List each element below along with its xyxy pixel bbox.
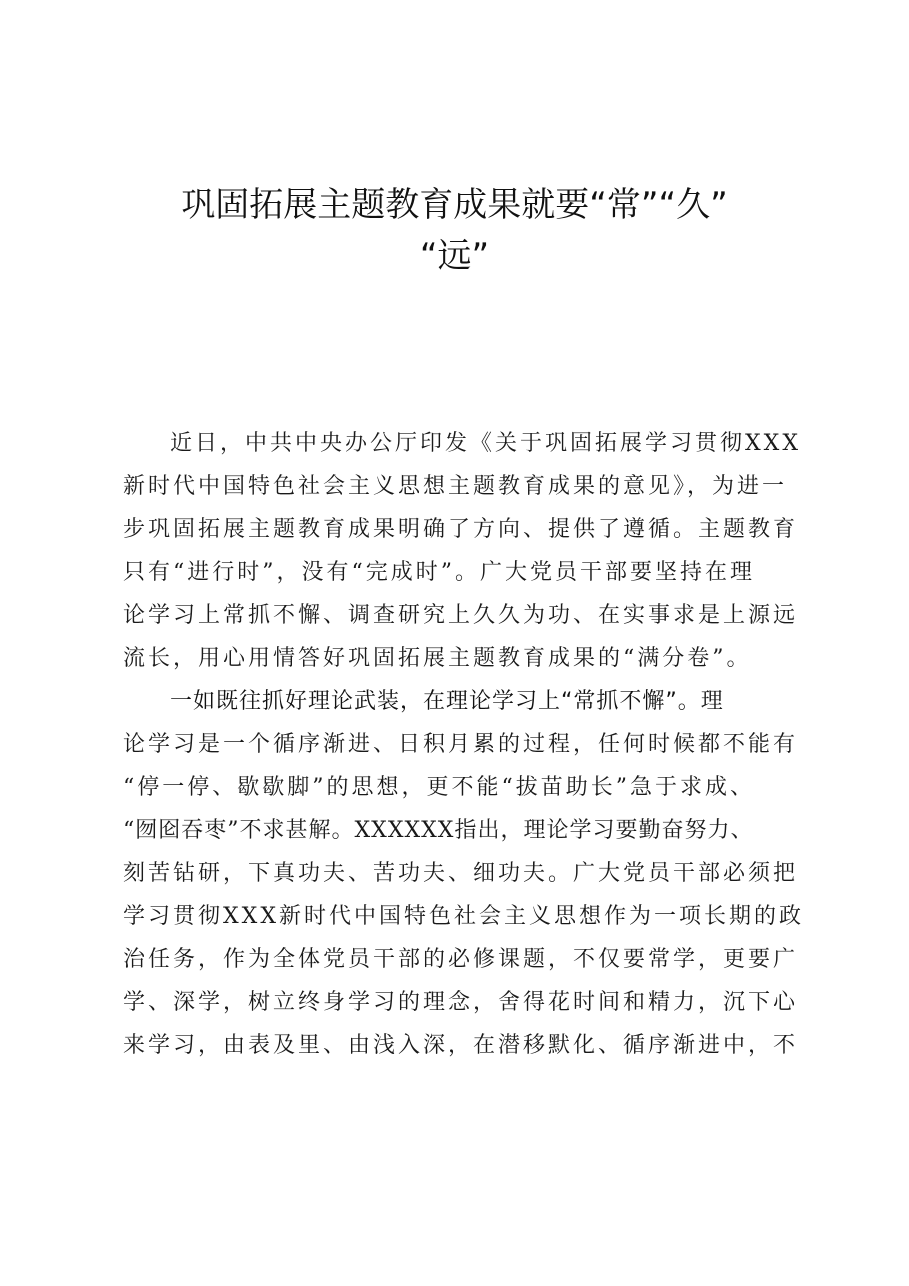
paragraph-line: “囫囵吞枣”不求甚解。XXXXXX指出，理论学习要勤奋努力、 [123, 818, 754, 843]
paragraph-first-line [123, 680, 813, 723]
paragraph-line: 治任务，作为全体党员干部的必修课题，不仅要常学，更要广 [123, 947, 799, 972]
paragraph-line: 只有“进行时”，没有“完成时”。广大党员干部要坚持在理 [123, 560, 755, 585]
paragraph-line: 步巩固拓展主题教育成果明确了方向、提供了遵循。主题教育 [123, 517, 799, 542]
title-line-2: “远” [419, 236, 490, 276]
document-title [122, 180, 787, 282]
paragraph-line: 学习贯彻XXX新时代中国特色社会主义思想作为一项长期的政 [123, 904, 804, 929]
paragraph-line: 学、深学，树立终身学习的理念，舍得花时间和精力，沉下心 [123, 990, 799, 1015]
document-body [123, 422, 813, 1067]
paragraph-1 [123, 422, 813, 680]
paragraph-line: 来学习，由表及里、由浅入深，在潜移默化、循序渐进中，不 [123, 1033, 799, 1058]
paragraph-line: 近日，中共中央办公厅印发《关于巩固拓展学习贯彻XXX [170, 431, 801, 456]
paragraph-2 [123, 680, 813, 1067]
paragraph-line: 流长，用心用情答好巩固拓展主题教育成果的“满分卷”。 [123, 646, 752, 671]
paragraph-line-rest: 理 [700, 689, 726, 714]
paragraph-line: 刻苦钻研，下真功夫、苦功夫、细功夫。广大党员干部必须把 [123, 861, 799, 886]
paragraph-line: 论学习是一个循序渐进、日积月累的过程，任何时候都不能有 [123, 732, 799, 757]
paragraph-line: “停一停、歇歇脚”的思想，更不能“拔苗助长”急于求成、 [123, 775, 755, 800]
title-line-1: 巩固拓展主题教育成果就要“常”“久” [181, 185, 728, 225]
paragraph-line: 论学习上常抓不懈、调查研究上久久为功、在实事求是上源远 [123, 603, 799, 628]
paragraph-line: 新时代中国特色社会主义思想主题教育成果的意见》，为进一 [123, 474, 788, 499]
paragraph-lead-sentence: 一如既往抓好理论武装，在理论学习上“常抓不懈”。 [170, 689, 701, 714]
